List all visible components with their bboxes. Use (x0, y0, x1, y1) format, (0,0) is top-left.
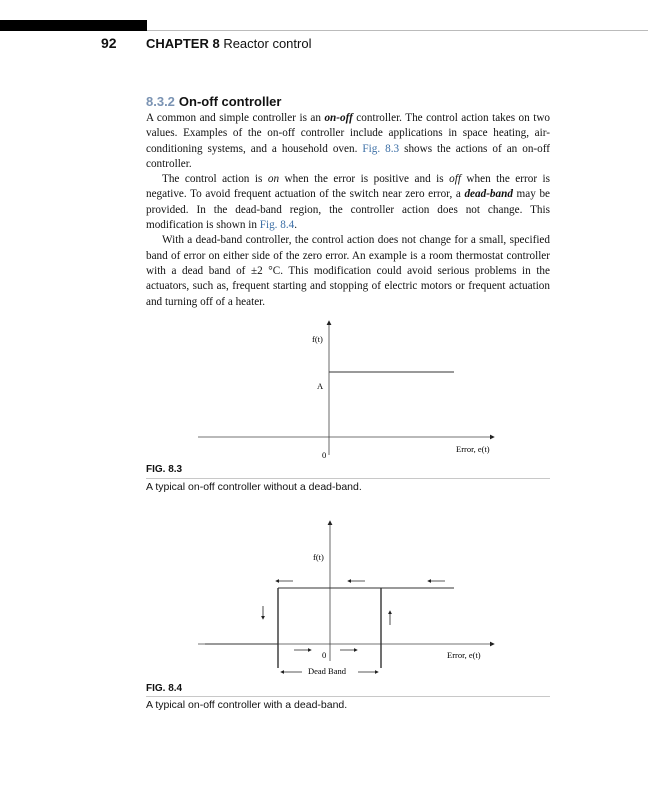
page-number: 92 (101, 35, 117, 51)
y-axis-label: f(t) (313, 552, 324, 562)
section-title: On-off controller (178, 94, 282, 109)
body-text (146, 111, 550, 310)
fig-8-3-diagram (0, 315, 648, 465)
header-bar (0, 20, 147, 31)
fig-8-4-rule (146, 696, 550, 697)
x-axis-label: Error, e(t) (447, 650, 481, 660)
paragraph-2: The control action is on when the error is positive and is off when the error is negative. To avoid frequent actuation of the switch near zero error, a dead-band may be provided. In the dead-band region, the controller action does not change. This modification is shown in Fig. 8.4. (146, 173, 551, 232)
section-heading (146, 94, 281, 109)
chapter-label: CHAPTER 8 (146, 36, 220, 51)
fig-8-4-caption: A typical on-off controller with a dead-band. (146, 699, 348, 711)
origin-label: 0 (322, 650, 327, 660)
origin-label: 0 (322, 450, 327, 460)
fig-8-4-label: FIG. 8.4 (146, 683, 183, 694)
running-head (146, 36, 311, 51)
fig-8-4-diagram (0, 515, 648, 685)
header-rule (147, 30, 648, 31)
chapter-title: Reactor control (223, 36, 312, 51)
y-axis-label: f(t) (312, 334, 323, 344)
fig-8-3-label: FIG. 8.3 (146, 464, 183, 475)
x-axis-label: Error, e(t) (456, 444, 490, 454)
fig-8-3-caption: A typical on-off controller without a dead-band. (146, 481, 362, 493)
fig-8-3-rule (146, 478, 550, 479)
paragraph-1: A common and simple controller is an on-off controller. The control action takes on two values. Examples of the on-off controller include applications in space heating, air-conditioning systems, and a household oven. Fig. 8.3 shows the actions of an on-off controller. (146, 112, 551, 170)
level-label: A (317, 381, 324, 391)
fig-8-3-link[interactable]: Fig. 8.3 (362, 142, 400, 155)
dead-band-label: Dead Band (308, 666, 347, 676)
paragraph-3: With a dead-band controller, the control action does not change for a small, specified band of error on either side of the zero error. An example is a room thermostat controller with a dead band of ±2 °C. This modification could avoid serious problems in the actuators, such as, frequent starting and stopping of electric motors or frequent actuation and turning off of a heater. (146, 234, 550, 308)
section-number: 8.3.2 (146, 94, 175, 109)
fig-8-4-link[interactable]: Fig. 8.4 (259, 219, 295, 232)
